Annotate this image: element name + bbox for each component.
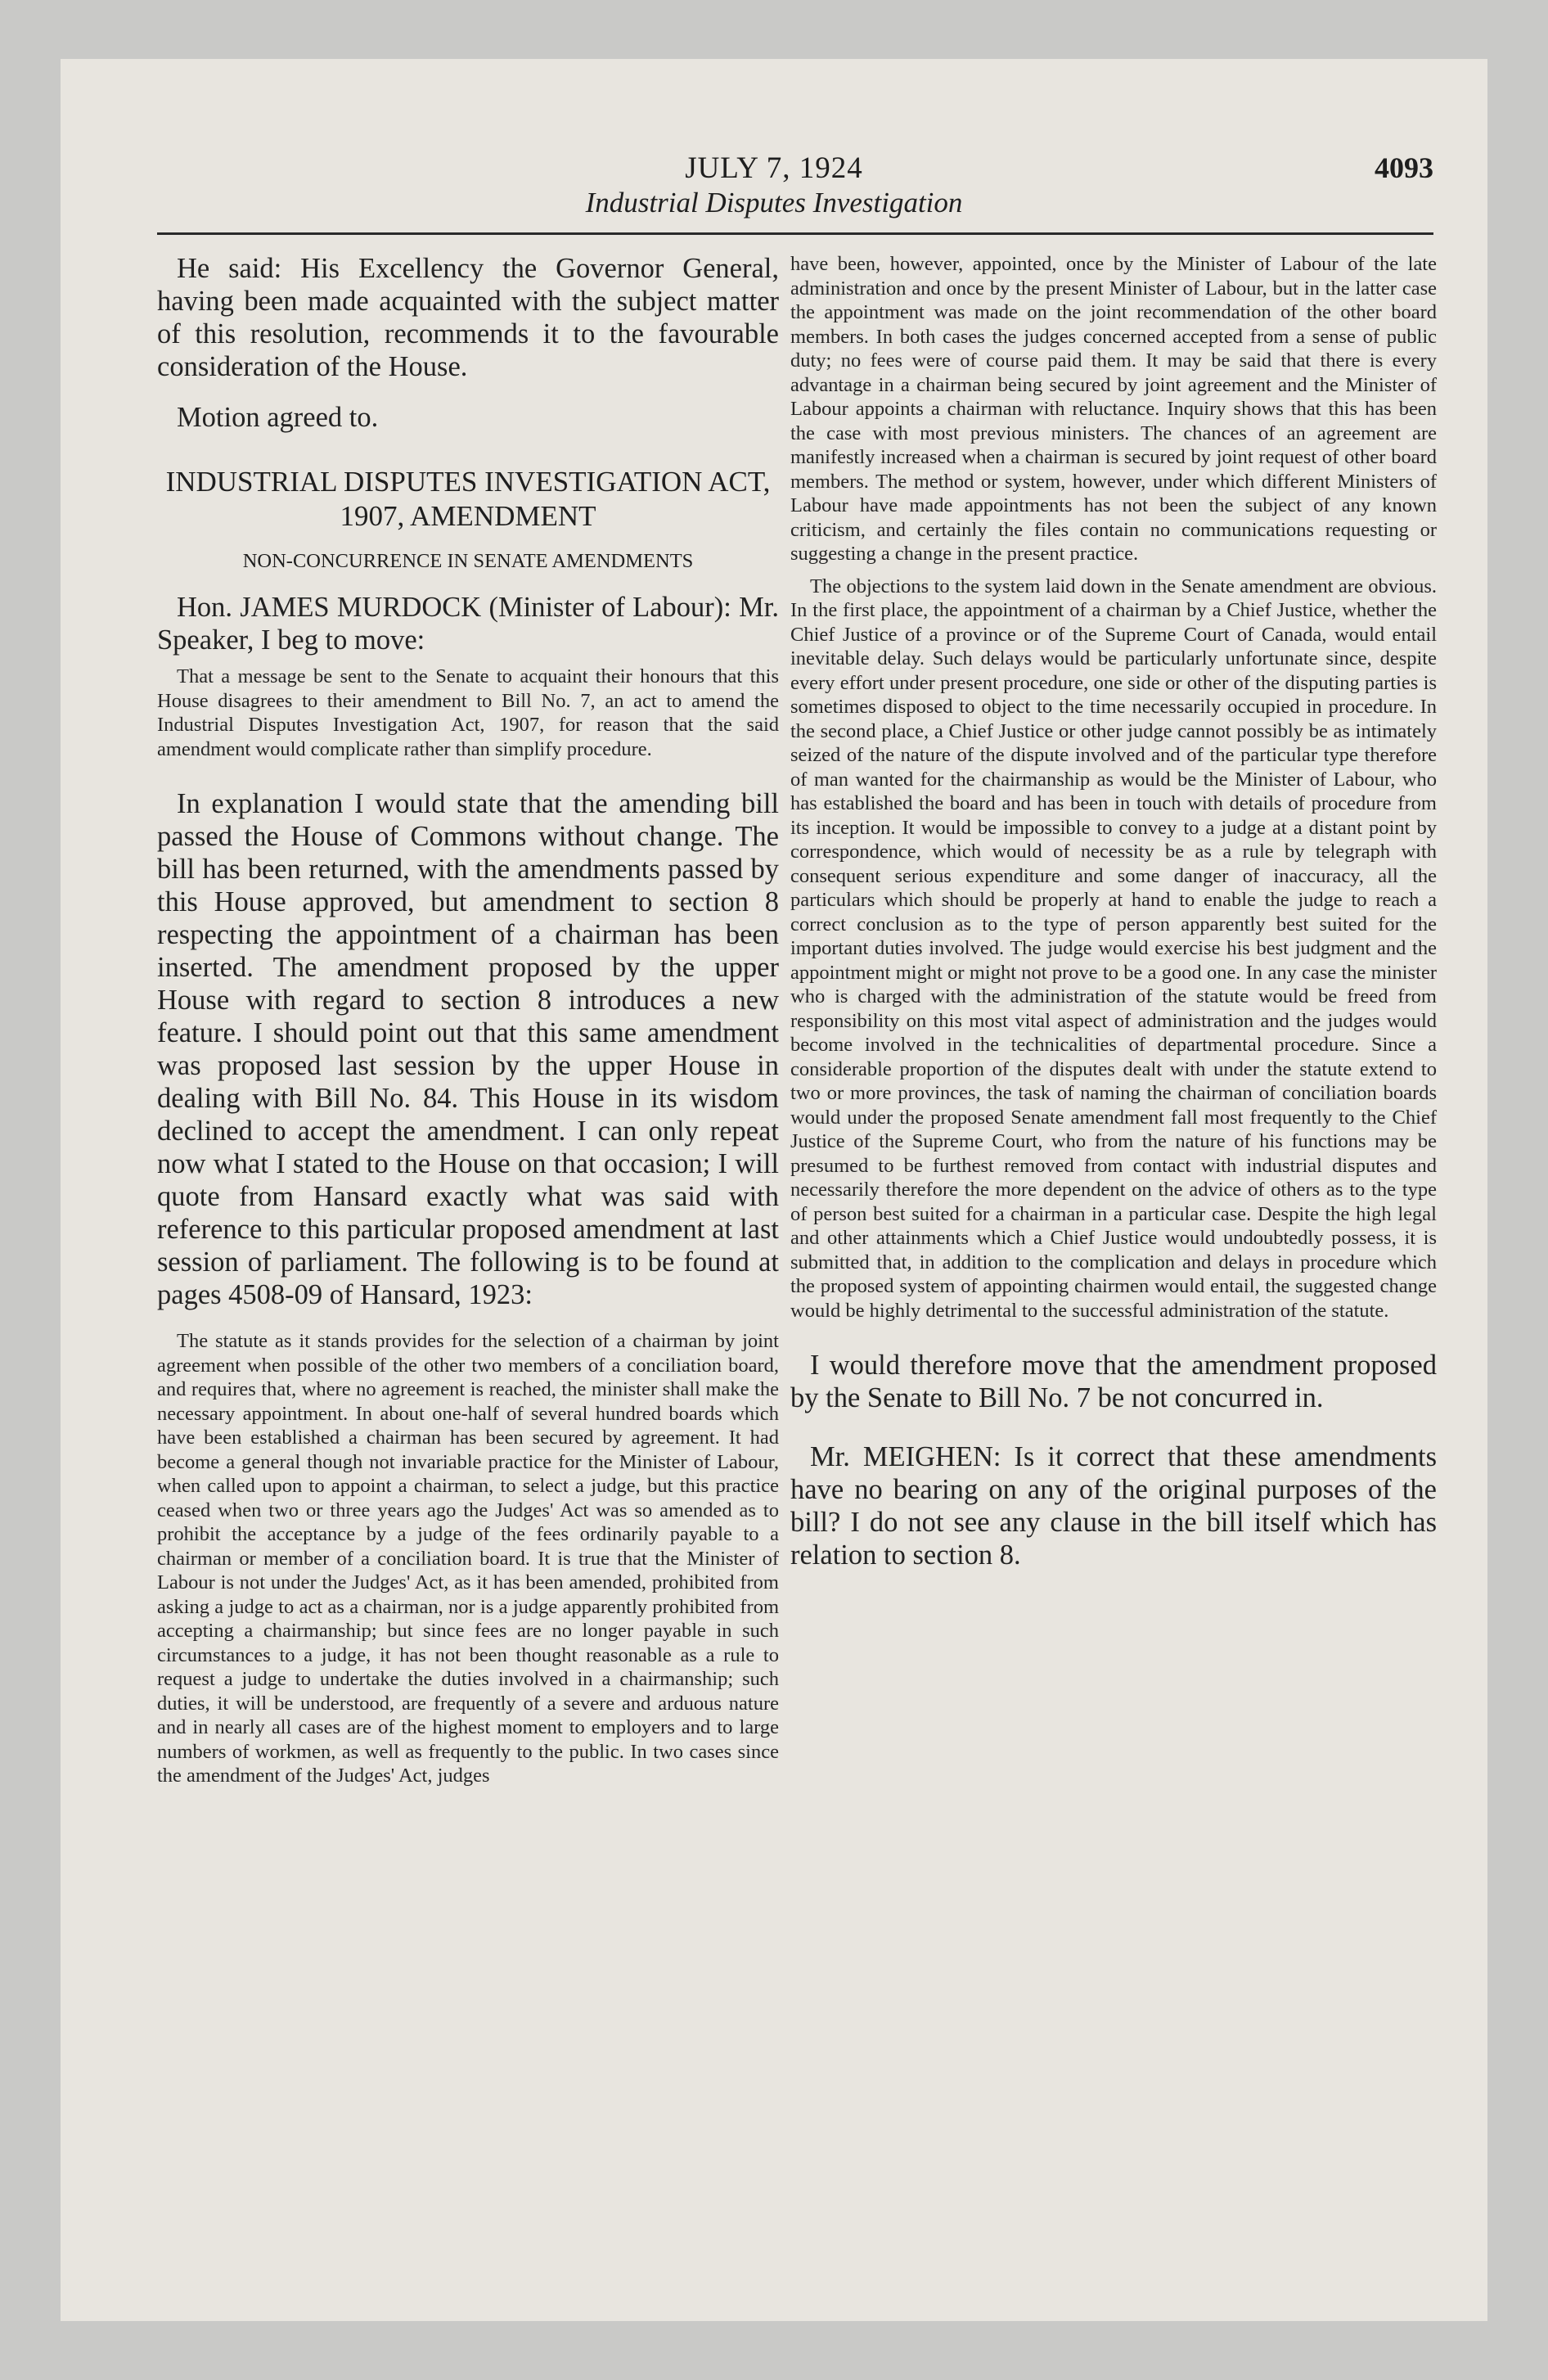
governor-general-paragraph: He said: His Excellency the Governor General, having been made acquainted with the subject matter of this resolution, recommends it to the favourable consideration of the House. — [157, 253, 779, 382]
page-running-title: Industrial Disputes Investigation — [585, 187, 963, 219]
move-not-concurred-paragraph: I would therefore move that the amendment proposed by the Senate to Bill No. 7 be not concurred in. — [790, 1350, 1437, 1413]
left-column — [157, 252, 779, 1788]
hansard-quote-continued: have been, however, appointed, once by the Minister of Labour of the late administration and once by the present Minister of Labour, but in the latter case the appointment was made on the joint recommendation of the other board members. In both cases the judges concerned accepted from a sense of public duty; no fees were of course paid them. It may be said that there is every advantage in a chairman being secured by joint agreement and the Minister of Labour appoints a chairman with reluctance. Inquiry shows that this has been the case with most previous ministers. The chances of an agreement are manifestly increased when a chairman is secured by joint request of other board members. The method or system, however, under which different Ministers of Labour have made appointments has not been the subject of any known criticism, and certainly the files contain no communications requesting or suggesting a change in the present practice. — [790, 253, 1437, 565]
hansard-page — [61, 59, 1487, 2321]
explanation-paragraph: In explanation I would state that the amending bill passed the House of Commons without change. The bill has been returned, with the amendments passed by this House approved, but amendment to section 8 respecting the appointment of a chairman has been inserted. The amendment proposed by the upper House with regard to section 8 introduces a new feature. I should point out that this same amendment was proposed last session by the upper House in dealing with Bill No. 84. This House in its wisdom declined to accept the amendment. I can only repeat now what I stated to the House on that occasion; I will quote from Hansard exactly what was said with reference to this particular proposed amendment at last session of parliament. The following is to be found at pages 4508-09 of Hansard, 1923: — [157, 788, 779, 1310]
page-number: 4093 — [1375, 151, 1433, 184]
right-column — [790, 252, 1437, 1571]
objections-paragraph: The objections to the system laid down in the Senate amendment are obvious. In the first place, the appointment of a chairman by a Chief Justice, whether the Chief Justice of a province or of the Supreme Court of Canada, would entail inevitable delay. Such delays would be particularly unfortunate since, despite every effort under present procedure, one side or other of the disputing parties is sometimes disposed to object to the time necessarily occupied in procedure. In the second place, a Chief Justice or other judge cannot possibly be as intimately seized of the nature of the dispute involved and of the particular type therefore of man wanted for the chairmanship as would be the Minister of Labour, who has established the board and has been in touch with details of procedure from its inception. It would be impossible to convey to a judge at a distant point by correspondence, which would of necessity be as a rule by telegraph with consequent serious expenditure and some danger of inaccuracy, all the particulars which should be properly at hand to enable the judge to reach a correct conclusion as to the type of person apparently best suited for the important duties involved. The judge would exercise his best judgment and the appointment might or might not prove to be a good one. In any case the minister who is charged with the administration of the statute would be freed from responsibility on this most vital aspect of administration and the judges would become involved in the technicalities of departmental procedure. Since a considerable proportion of the disputes dealt with under the statute extend to two or more provinces, the task of naming the chairman of conciliation boards would under the proposed Senate amendment fall most frequently to the Chief Justice of the Supreme Court, who from the nature of his functions may be presumed to be furthest removed from contact with industrial disputes and necessarily therefore the more dependent on the advice of others as to the type of person best suited for a chairman in a particular case. Despite the high legal and other attainments which a Chief Justice would undoubtedly possess, it is submitted that, in addition to the complication and delays in procedure which the proposed system of appointing chairmen would entail, the suggested change would be highly detrimental to the successful administration of the statute. — [790, 575, 1437, 1322]
page-date: JULY 7, 1924 — [685, 151, 863, 185]
header-rule — [157, 232, 1433, 235]
meighen-question-paragraph: Mr. MEIGHEN: Is it correct that these amendments have no bearing on any of the original purposes of the bill? I do not see any clause in the bill itself which has relation to section 8. — [790, 1441, 1437, 1571]
section-subheading: NON-CONCURRENCE IN SENATE AMENDMENTS — [242, 550, 694, 572]
section-heading: INDUSTRIAL DISPUTES INVESTIGATION ACT, 1907, AMENDMENT — [165, 466, 771, 532]
motion-agreed-paragraph: Motion agreed to. — [177, 402, 379, 433]
murdock-intro-paragraph: Hon. JAMES MURDOCK (Minister of Labour): Mr. Speaker, I beg to move: — [157, 592, 779, 656]
motion-text: That a message be sent to the Senate to acquaint their honours that this House disagrees to their amendment to Bill No. 7, an act to amend the Industrial Disputes Investigation Act, 1907, for reason that the said amendment would complicate rather than simplify procedure. — [157, 665, 779, 760]
hansard-quote: The statute as it stands provides for the selection of a chairman by joint agreement when possible of the other two members of a conciliation board, and requires that, where no agreement is reached, the minister shall make the necessary appointment. In about one-half of several hundred boards which have been established a chairman has been secured by agreement. It had become a general though not invariable practice for the Minister of Labour, when called upon to appoint a chairman, to select a judge, but this practice ceased when two or three years ago the Judges' Act was so amended as to prohibit the acceptance by a judge of the fees ordinarily payable to a chairman or member of a conciliation board. It is true that the Minister of Labour is not under the Judges' Act, as it has been amended, prohibited from asking a judge to act as a chairman, nor is a judge apparently prohibited from accepting a chairmanship; but since fees are no longer payable in such circumstances to a judge, it has not been thought reasonable as a rule to request a judge to undertake the duties involved in a chairmanship; such duties, it will be understood, are frequently of a severe and arduous nature and in nearly all cases are of the highest moment to employers and to large numbers of workmen, as well as frequently to the public. In two cases since the amendment of the Judges' Act, judges — [157, 1330, 779, 1787]
